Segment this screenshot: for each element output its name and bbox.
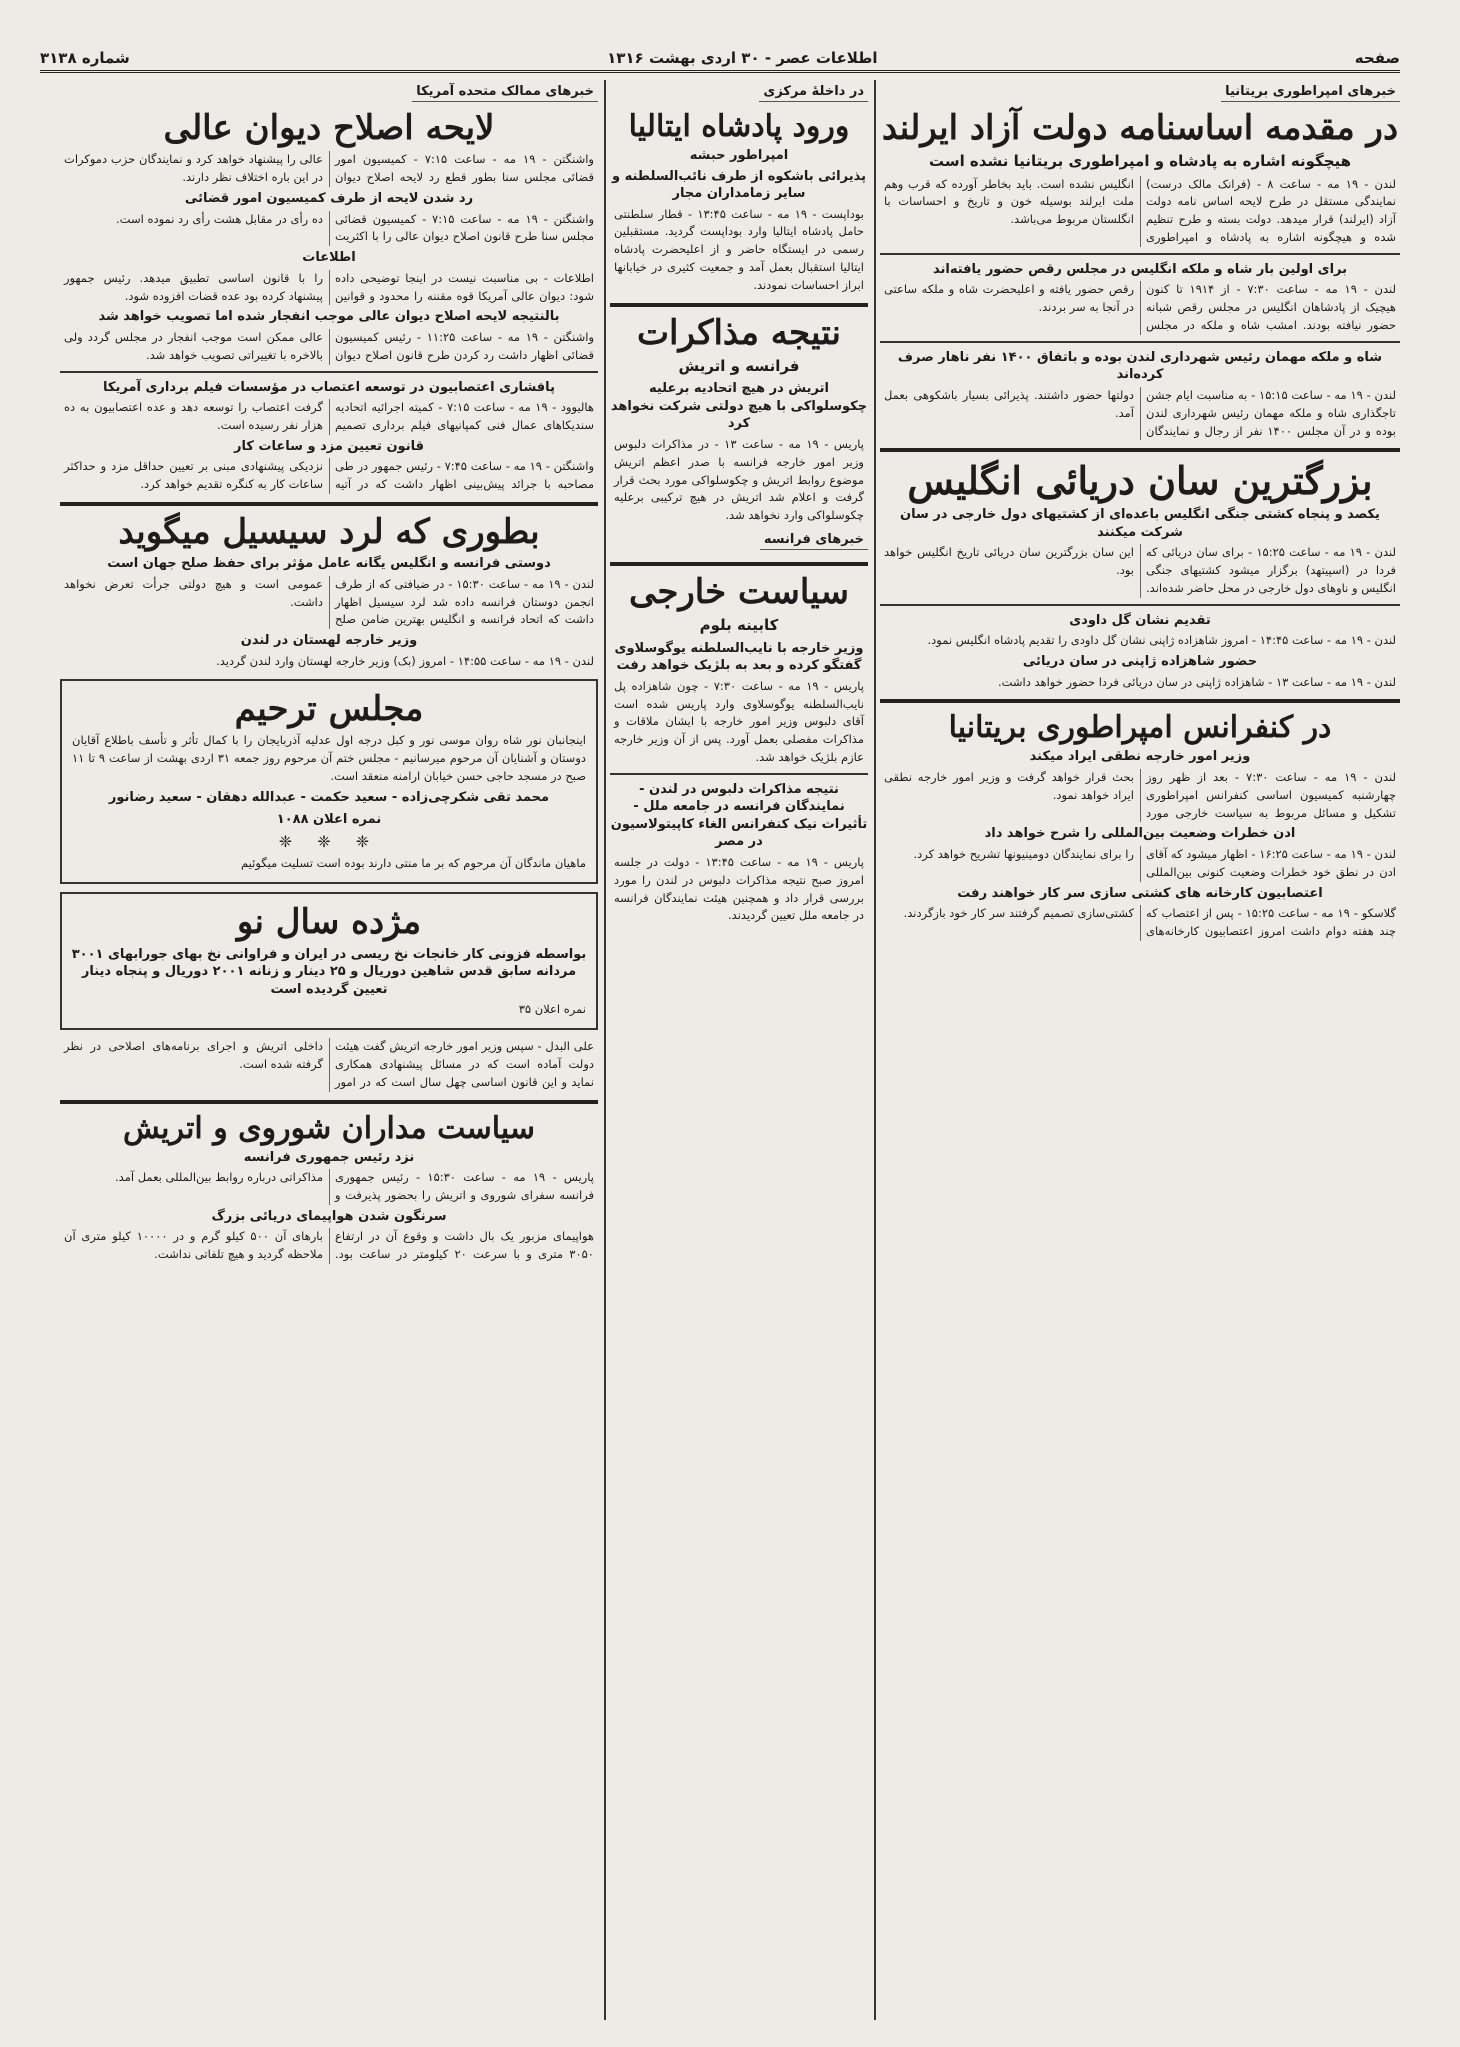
article-body: هالیوود - ۱۹ مه - ساعت ۷:۱۵ - کمیته اجرائیه اتحادیه سندیکاهای عمال فنی کمپانیهای فیلم برداری تصمیم گرفت اعتصاب را توسعه دهد و عده اعتصابیون به ده هزار نفر رسیده است.: [64, 400, 594, 432]
headline-italian-king: ورود پادشاه ایتالیا: [628, 109, 850, 144]
article-body: لندن - ۱۹ مه - ساعت ۱۵:۲۵ - برای سان دریائی که فردا در (اسپیتهد) برگزار میشود کشتیهای جنگی انگلیس و ناوهای دول خارجی در محل حاضر شده‌اند. این سان بزرگترین سان دریائی تاریخ انگلیس خواهد بود.: [884, 545, 1396, 595]
subhead: وزیر امور خارجه نطقی ایراد میکند: [1029, 749, 1251, 765]
article-body: لندن - ۱۹ مه - ساعت ۸ - (فرانک مالک درست) نمایندگی مستقل در طرح لایحه اساس نامه دولت آزاد (ایرلند) قرار میدهد. دولت بسته و طرح تنظیم شده و هیچگونه اشاره به پادشاه و امپراطوری انگلیس نشده است. باید بخاطر آورده که قرب وهم ملت ایرلند بوسیله خون و تاریخ و احساسات با انگلستان مربوط می‌باشد.: [884, 176, 1396, 245]
subhead: نتیجه مذاکرات دلبوس در لندن - نمایندگان فرانسه در جامعه ملل - تأثیرات نیک کنفرانس الغاء کاپیتولاسیون در مصر: [610, 781, 868, 850]
headline-foreign-policy: سیاست خارجی: [629, 572, 849, 613]
section-kicker: خبرهای امپراطوری بریتانیا: [1221, 82, 1400, 102]
subhead: دوستی فرانسه و انگلیس یگانه عامل مؤثر برای حفظ صلح جهان است: [107, 556, 551, 572]
section-kicker: خبرهای ممالک متحده آمریکا: [412, 82, 598, 102]
memorial-notice: [60, 679, 598, 885]
article-body: پاریس - ۱۹ مه - ساعت ۱۳ - در مذاکرات دلبوس وزیر امور خارجه فرانسه با صدر اعظم اتریش موضوع روابط اتریش و چکوسلواکی مورد بحث قرار گرفت و اعلام شد اتریش در هیچ ترکیبی برعلیه چکوسلواکی وارد نخواهد شد.: [614, 436, 864, 523]
article-body: لندن - ۱۹ مه - ساعت ۱۴:۴۵ - امروز شاهزاده ژاپنی نشان گل داودی را تقدیم پادشاه انگلیس نمود.: [927, 633, 1396, 648]
headline-naval-review: بزرگترین سان دریائی انگلیس: [907, 458, 1373, 504]
note-title: اطلاعات: [302, 250, 356, 266]
right-column: [880, 80, 1400, 944]
divider: [880, 253, 1400, 255]
article-body: هواپیمای مزبور یک بال داشت و وقوع آن در ارتفاع ۳۰۵۰ متری و با سرعت ۲۰ کیلومتر در ساعت بود. بارهای آن ۵۰۰ کیلو گرم و در ۱۰۰۰۰ کیلو متری آن ملاحظه گردید و هیچ تلفاتی نداشت.: [64, 1229, 594, 1262]
section-title: تقدیم نشان گل داودی: [1069, 612, 1211, 628]
notice-number: نمره اعلان ۱۰۸۸: [276, 811, 382, 827]
subhead: کابینه بلوم: [699, 616, 779, 635]
article-body: لندن - ۱۹ مه - ساعت ۱۴:۵۵ - امروز (بک) وزیر خارجه لهستان وارد لندن گردید.: [216, 653, 594, 668]
issue-number: شماره ۳۱۳۸: [40, 48, 130, 67]
article-body: پاریس - ۱۹ مه - ساعت ۱۳:۴۵ - دولت در جلسه امروز صبح نتیجه مذاکرات دلبوس در لندن را مورد بررسی قرار داد و همچنین هیئت نمایندگان فرانسه در جامعه ملل تعیین گردیدند.: [614, 855, 864, 923]
article-body: لندن - ۱۹ مه - ساعت ۷:۳۰ - بعد از ظهر روز چهارشنبه کمیسیون اساسی کنفرانس امپراطوری تشکیل و مسائل مربوط به سیاست خارجی مورد بحث قرار خواهد گرفت و وزیر امور خارجه نطقی ایراد خواهد نمود.: [884, 770, 1397, 820]
column-rule: [604, 80, 606, 2020]
headline-imperial-conference: در کنفرانس امپراطوری بریتانیا: [948, 710, 1332, 746]
paper-date: اطلاعات عصر - ۳۰ اردی بهشت ۱۳۱۶: [607, 48, 878, 67]
divider: [610, 303, 868, 307]
subhead: وزیر خارجه با نایب‌السلطنه یوگوسلاوی گفتگو کرده و بعد به بلژیک خواهد رفت: [614, 640, 864, 674]
article-body: واشنگتن - ۱۹ مه - ساعت ۷:۱۵ - کمیسیون قضائی مجلس سنا طرح قانون اصلاح دیوان عالی را با اکثریت ده رأی در مقابل هشت رأی رد نموده است.: [116, 211, 595, 244]
article-body: علی البدل - سپس وزیر امور خارجه اتریش گفت هیئت دولت آماده است که در مسائل پیشنهادی همکاری نماید و این قانون اساسی چهل سال است که در امور داخلی اتریش و اجرای برنامه‌های اصلاحی در نظر گرفته شده است.: [64, 1039, 594, 1089]
section-title: اعتصابیون کارخانه های کشتی سازی سر کار خواهند رفت: [957, 885, 1323, 901]
divider: [60, 502, 598, 506]
article-body: لندن - ۱۹ مه - ساعت ۱۳ - شاهزاده ژاپنی در سان دریائی فردا حضور خواهد داشت.: [997, 674, 1396, 689]
article-body: لندن - ۱۹ مه - ساعت ۱۶:۲۵ - اظهار میشود که آقای ادن در نطق خود خطرات وضعیت کنونی بین‌المللی را برای نمایندگان دومینیونها تشریح خواهد کرد.: [913, 846, 1396, 879]
section-title: سرنگون شدن هواپیمای دریائی بزرگ: [211, 1208, 447, 1224]
section-title: وزیر خارجه لهستان در لندن: [240, 633, 418, 649]
section-title: حضور شاهزاده ژاپنی در سان دریائی: [1022, 654, 1258, 670]
notice-title: مجلس ترحیم: [234, 688, 424, 729]
divider: [880, 448, 1400, 452]
article-body: اطلاعات - بی مناسبت نیست در اینجا توضیحی داده شود: دیوان عالی آمریکا قوه مقننه را محدود و قوانین را با قانون اساسی تطبیق میدهد. رئیس جمهور پیشنهاد کرده بود عده قضات افزوده شود.: [64, 270, 594, 303]
headline-supreme-court: لایحه اصلاح دیوان عالی: [163, 108, 495, 148]
divider: [60, 1100, 598, 1104]
divider: [880, 341, 1400, 343]
article-body: واشنگتن - ۱۹ مه - ساعت ۱۱:۲۵ - رئیس کمیسیون قضائی اظهار داشت رد کردن طرح قانون اصلاح دیوان عالی ممکن است موجب انفجار در مجلس گردد ولی بالاخره با تغییراتی تصویب خواهد شد.: [64, 329, 594, 362]
ad-title: مژده سال نو: [236, 902, 422, 943]
section-title: ادن خطرات وضعیت بین‌المللی را شرح خواهد داد: [984, 826, 1296, 842]
subhead: فرانسه و اتریش: [678, 357, 800, 376]
article-body: لندن - ۱۹ مه - ساعت ۱۵:۳۰ - در ضیافتی که از طرف انجمن دوستان فرانسه داده شد لرد سیسیل اظهار داشت که اتحاد فرانسه و انگلیس بهترین ضامن صلح عمومی است و هیچ دولتی جرأت تعرض نخواهد داشت.: [64, 576, 595, 627]
headline-lord-cecil: بطوری که لرد سیسیل میگوید: [118, 511, 540, 552]
notice-footer: ماهیان ماندگان آن مرحوم که بر ما منتی دارند بوده است تسلیت میگوئیم: [241, 856, 586, 871]
middle-column: [610, 80, 868, 928]
subhead: پذیرائی باشکوه از طرف نائب‌السلطنه و سایر زمامداران مجار: [612, 168, 866, 202]
notice-names: محمد تقی شکرچی‌زاده - سعید حکمت - عبدالله دهقان - سعید رضانور: [108, 790, 550, 806]
ad-number: نمره اعلان ۳۵: [518, 1002, 586, 1017]
article-body: پاریس - ۱۹ مه - ساعت ۱۵:۳۰ - رئیس جمهوری فرانسه سفرای شوروی و اتریش را بحضور پذیرفت و مذاکراتی درباره روابط بین‌المللی بعمل آمد.: [115, 1170, 594, 1202]
article-body: واشنگتن - ۱۹ مه - ساعت ۷:۱۵ - کمیسیون امور قضائی مجلس سنا بطور قطع رد لایحه اصلاح دیوان عالی را پیشنهاد خواهد کرد و نمایندگان حزب دموکرات در این باره اختلاف نظر دارند.: [64, 152, 594, 185]
section-title: بالنتیجه لایحه اصلاح دیوان عالی موجب انفجار شده اما تصویب خواهد شد: [98, 309, 560, 325]
headline-irish-constitution: در مقدمه اساسنامه دولت آزاد ایرلند: [881, 108, 1399, 148]
article-body: لندن - ۱۹ مه - ساعت ۱۵:۱۵ - به مناسبت ایام جشن تاجگذاری شاه و ملکه مهمان رئیس شهرداری لندن بوده و در آن مجلس ۱۴۰۰ نفر از رجال و نمایندگان دولتها حضور داشتند. پذیرائی بسیار باشکوهی بعمل آمد.: [884, 387, 1397, 438]
article-body: لندن - ۱۹ مه - ساعت ۷:۳۰ - از ۱۹۱۴ تا کنون هیچیک از پادشاهان انگلیس در مجلس رقص شبانه حضور نیافته بودند. امشب شاه و ملکه در مجلس رقص حضور یافته و اعلیحضرت شاه و ملکه ساعتی در آنجا به سر بردند.: [884, 282, 1396, 333]
article-body: پاریس - ۱۹ مه - ساعت ۷:۳۰ - چون شاهزاده پل نایب‌السلطنه یوگوسلاوی وارد پاریس شده است آقای دلبوس وزیر امور خارجه با ایشان ملاقات و مذاکرات مفصلی بعمل آورد. پس از آن وزیر خارجه عازم بلژیک خواهد شد.: [614, 678, 864, 765]
divider: [880, 604, 1400, 606]
divider: [880, 699, 1400, 703]
section-title: قانون تعیین مزد و ساعات کار: [234, 438, 424, 454]
advertisement: [60, 892, 598, 1030]
column-rule: [874, 80, 876, 2020]
subhead: یکصد و پنجاه کشتی جنگی انگلیس باعده‌ای از کشتیهای دول خارجی در سان شرکت میکنند: [900, 507, 1380, 540]
subhead: نزد رئیس جمهوری فرانسه: [243, 1149, 415, 1165]
left-column: [60, 80, 598, 1267]
article-body: گلاسکو - ۱۹ مه - ساعت ۱۵:۲۵ - پس از اعتصاب که چند هفته دوام داشت امروز اعتصابیون کارخانه‌های کشتی‌سازی تصمیم گرفتند سر کار خود بازگردند.: [903, 906, 1396, 938]
article-body: بوداپست - ۱۹ مه - ساعت ۱۳:۴۵ - قطار سلطنتی حامل پادشاه ایتالیا وارد بوداپست گردید. مستقبلین رسمی در ایستگاه حاضر و از اعلیحضرت پادشاه ایتالیا استقبال بعمل آمد و جمعیت کثیری در خیابانها ابراز احساسات نمودند.: [614, 206, 864, 292]
subhead: هیچگونه اشاره به پادشاه و امپراطوری بریتانیا نشده است: [928, 152, 1352, 171]
ad-body: بواسطه فزونی کار خانجات نخ ریسی در ایران و فراوانی نخ بهای جورابهای ۳۰۰۱ مردانه سابق قدس شاهین دوریال و ۲۵ دینار و زنانه ۲۰۰۱ دوریال و پنجاه دینار تعیین گردیده است: [71, 946, 587, 997]
page-label: صفحه: [1354, 48, 1400, 67]
section-title: رد شدن لایحه از طرف کمیسیون امور قضائی: [184, 191, 474, 207]
divider: [610, 562, 868, 566]
notice-body: اینجانبان نور شاه روان موسی نور و کبل درجه اول عدلیه آذربایجان را با کمال تأثر و تأسف باطلاع آقایان دوستان و آشنایان آن مرحوم میرسانیم - مجلس ختم آن مرحوم روز جمعه ۳۱ اردی بهشت از ساعت ۹ تا ۱۱ صبح در مسجد حاجی حسن خیابان ارامنه منعقد است.: [72, 733, 586, 783]
section-kicker: در داخلهٔ مرکزی: [759, 82, 868, 102]
section-title: برای اولین بار شاه و ملکه انگلیس در مجلس رقص حضور یافته‌اند: [932, 261, 1347, 277]
section-title: شاه و ملکه مهمان رئیس شهرداری لندن بوده و باتفاق ۱۴۰۰ نفر ناهار صرف کرده‌اند: [897, 349, 1383, 383]
ornament-icon: ❈ ❈ ❈: [278, 832, 380, 852]
subhead: امپراطور حبشه: [689, 148, 789, 163]
subhead: اتریش در هیچ اتحادیه برعلیه چکوسلواکی با هیچ دولتی شرکت نخواهد کرد: [610, 381, 868, 432]
headline-negotiations: نتیجه مذاکرات: [637, 312, 841, 353]
masthead: [40, 45, 1400, 73]
section-kicker: خبرهای فرانسه: [760, 530, 868, 550]
section-title: پافشاری اعتصابیون در توسعه اعتصاب در مؤسسات فیلم برداری آمریکا: [103, 379, 555, 395]
headline-soviet-austria: سیاست مداران شوروی و اتریش: [122, 1110, 536, 1146]
divider: [610, 773, 868, 775]
article-body: واشنگتن - ۱۹ مه - ساعت ۷:۴۵ - رئیس جمهور در طی مصاحبه با جرائد پیش‌بینی اظهار داشت که در آتیه نزدیکی پیشنهادی مبنی بر تعیین حداقل مزد و حداکثر ساعات کار به کنگره تقدیم خواهد کرد.: [64, 459, 594, 492]
divider: [60, 371, 598, 373]
